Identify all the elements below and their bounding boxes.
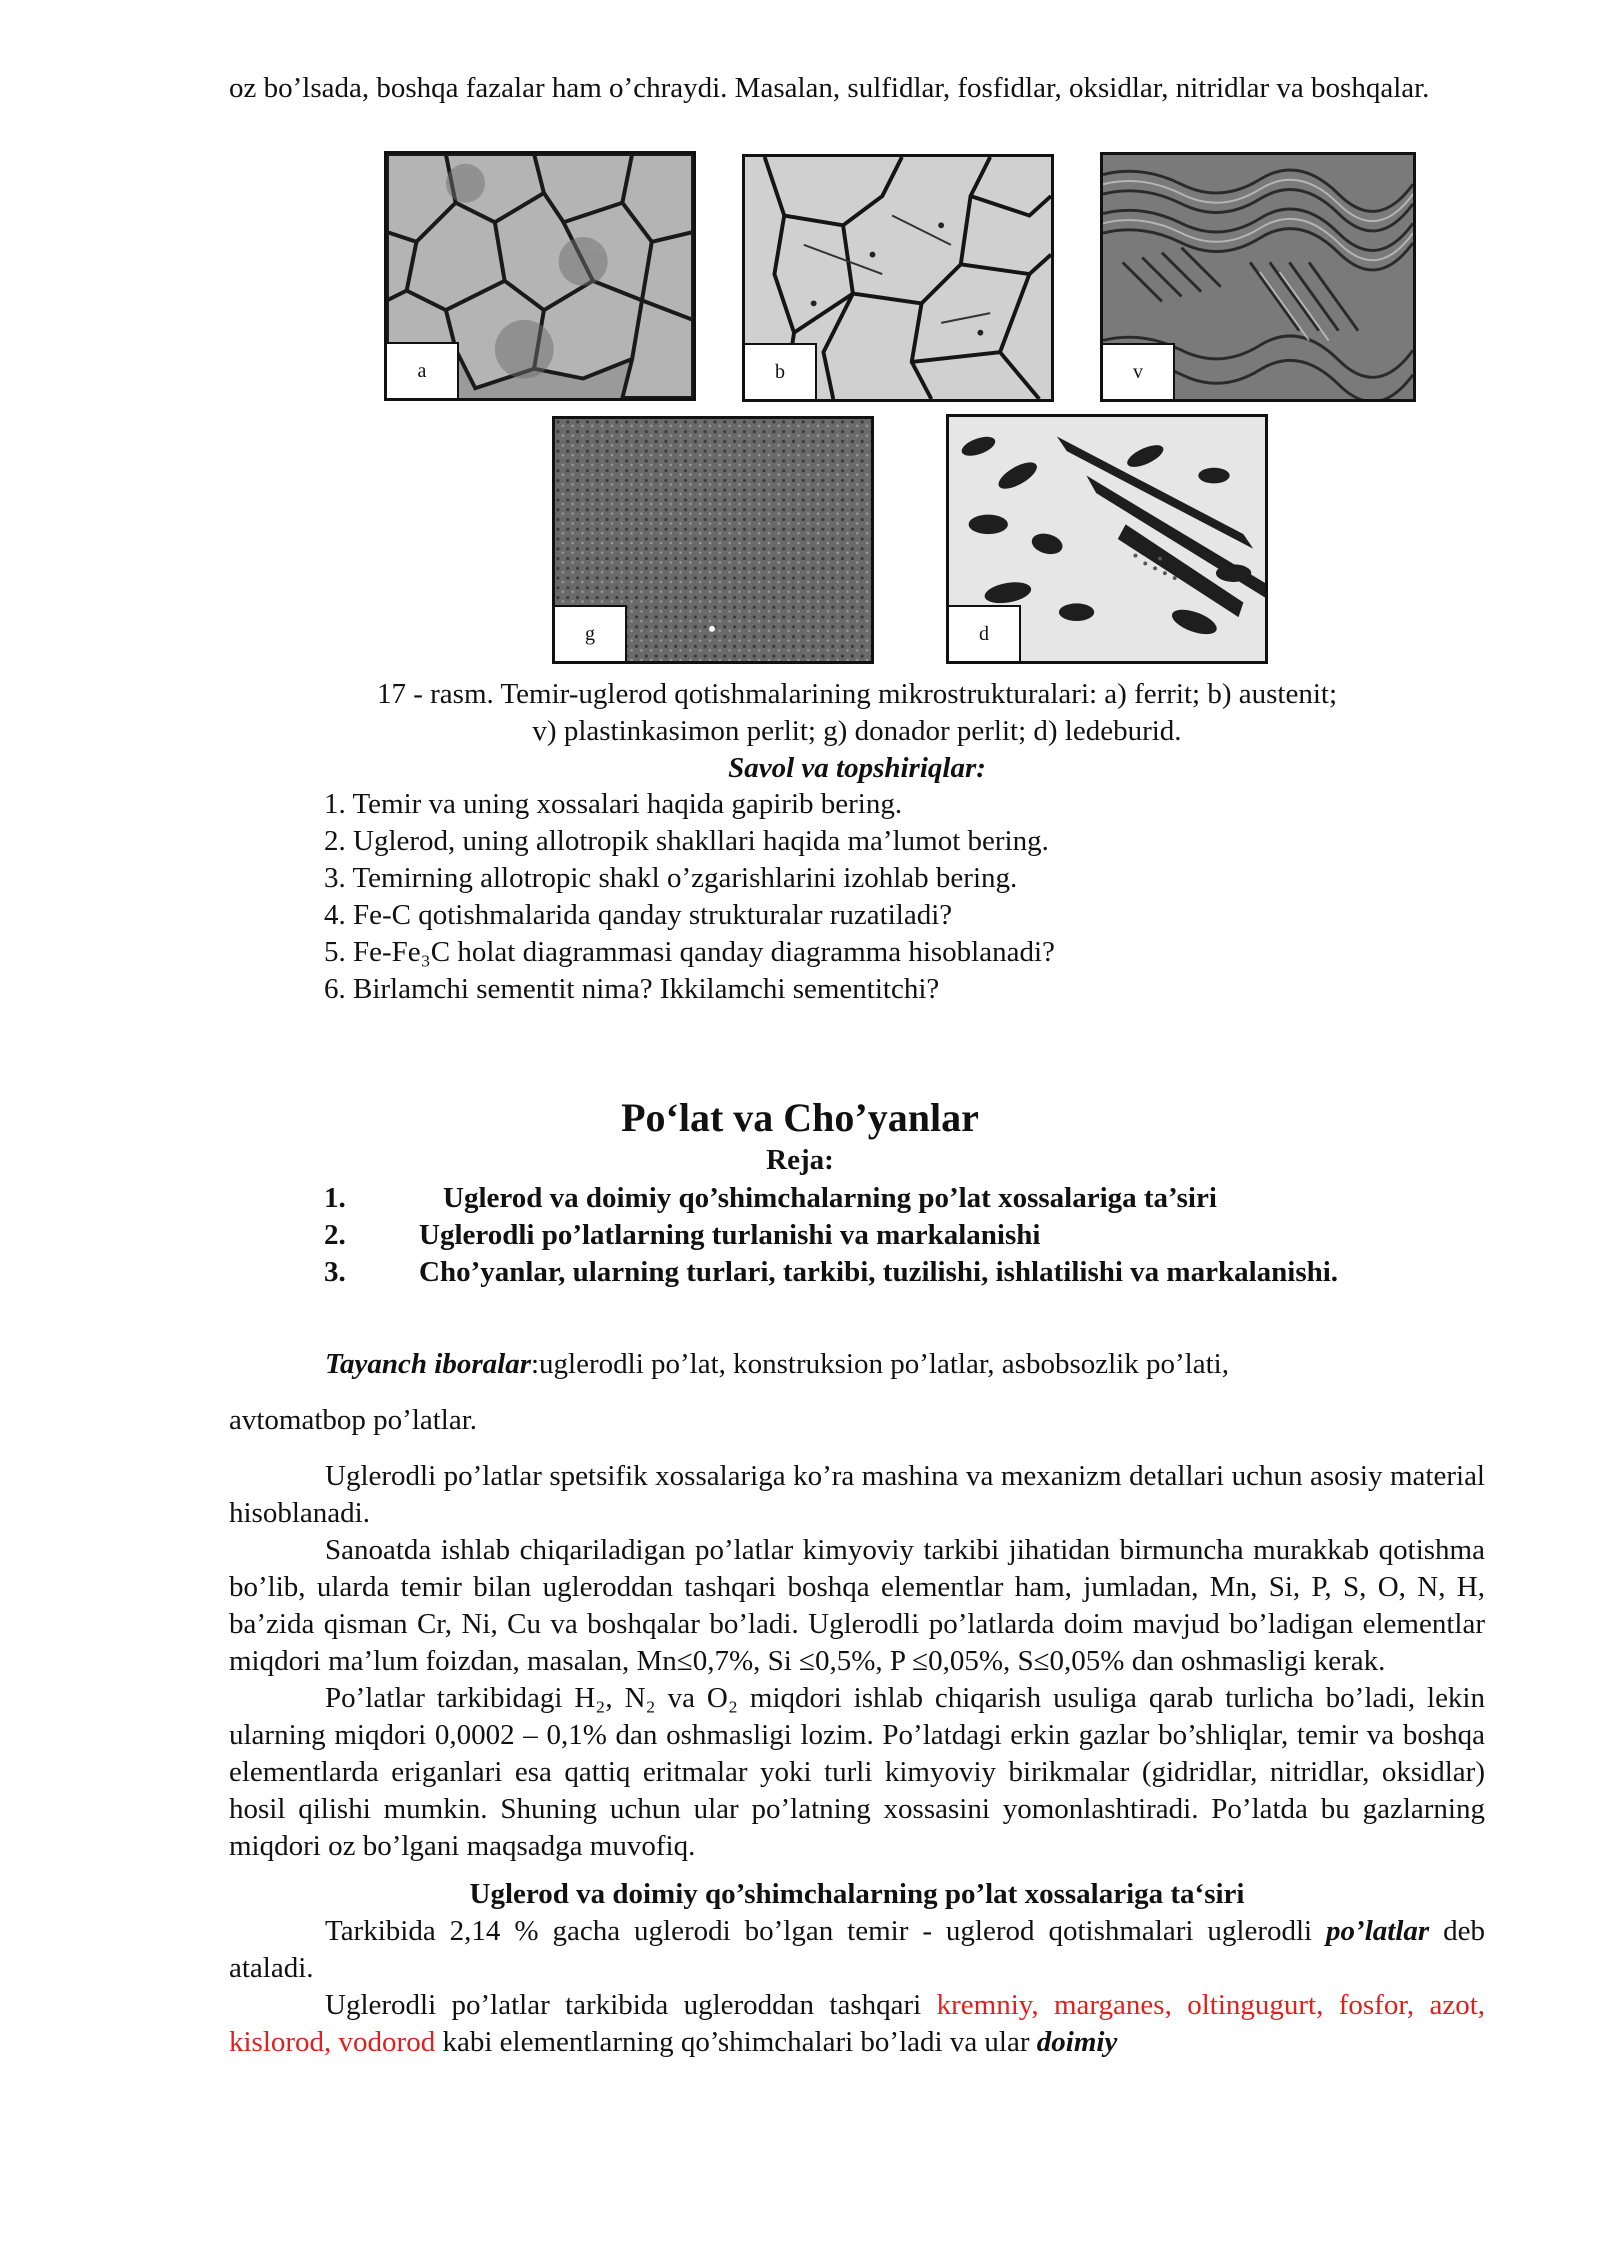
- paragraph-text: kabi elementlarning qo’shimchalari bo’ladi va ular: [435, 2026, 1037, 2058]
- keywords-label: Tayanch iboralar: [325, 1348, 531, 1380]
- intro-paragraph: [229, 70, 1485, 107]
- micrograph-b: [742, 154, 1054, 402]
- body-text: [229, 1458, 1485, 2061]
- paragraph: Sanoatda ishlab chiqariladigan po’latlar kimyoviy tarkibi jihatidan birmuncha murakkab qotishma bo’lib, ularda temir bilan ugleroddan tashqari boshqa elementlar ham, jumladan, Mn, Si, P, S, O, N, H, ba’zida qisman Cr, Ni, Cu va boshqalar bo’ladi. Uglerodli po’latlarda doim mavjud bo’ladigan elementlar miqdori ma’lum foizdan, masalan, Mn≤0,7%, Si ≤0,5%, P ≤0,05%, S≤0,05% dan oshmasligi kerak.: [229, 1534, 1485, 1677]
- plan-item-text: Uglerod va doimiy qo’shimchalarning po’lat xossalariga ta’siri: [443, 1182, 1217, 1214]
- list-item: 2. Uglerod, uning allotropik shakllari haqida ma’lumot bering.: [324, 825, 1049, 857]
- list-item: 6. Birlamchi sementit nima? Ikkilamchi sementitchi?: [324, 973, 940, 1005]
- list-item: 1. Temir va uning xossalari haqida gapirib bering.: [324, 788, 903, 820]
- list-item: 3. Temirning allotropic shakl o’zgarishlarini izohlab bering.: [324, 862, 1018, 894]
- micrograph-g: [552, 416, 874, 664]
- figure-label: b: [745, 343, 817, 399]
- plan-item-text: Cho’yanlar, ularning turlari, tarkibi, tuzilishi, ishlatilishi va markalanishi.: [419, 1256, 1339, 1288]
- plan-item-number: 1.: [324, 1182, 346, 1214]
- figure-caption: [229, 676, 1485, 787]
- micrograph-a: [384, 151, 696, 401]
- keywords-block: [229, 1346, 1485, 1439]
- term-emphasis: doimiy: [1036, 2026, 1118, 2058]
- paragraph: Uglerodli po’latlar spetsifik xossalariga ko’ra mashina va mexanizm detallari uchun asosiy material hisoblanadi.: [229, 1460, 1485, 1529]
- paragraph: Po’latlar tarkibidagi H₂, N₂ va O₂ miqdori ishlab chiqarish usuliga qarab turlicha bo’ladi, lekin ularning miqdori 0,0002 – 0,1% dan oshmasligi lozim. Po’latdagi erkin gazlar bo’shliqlar, temir va boshqa elementlarda eriganlari esa qattiq eritmalar yoki turli kimyoviy birikmalar (gidridlar, nitridlar, oksidlar) hosil qilishi mumkin. Shuning uchun ular po’latning xossasini yomonlashtiradi. Po’latda bu gazlarning miqdori oz bo’lgani maqsadga muvofiq.: [229, 1682, 1485, 1862]
- micrograph-d: [946, 414, 1268, 664]
- figure-label: d: [949, 605, 1021, 661]
- term-emphasis: po’latlar: [1326, 1915, 1430, 1947]
- plan-item-number: 2.: [324, 1219, 346, 1251]
- paragraph: [229, 1913, 1485, 1987]
- paragraph-text: Tarkibida 2,14 % gacha uglerodi bo’lgan temir - uglerod qotishmalari uglerodli: [325, 1915, 1327, 1947]
- keywords-line: [229, 1346, 1485, 1383]
- keywords-text: :uglerodli po’lat, konstruksion po’latlar, asbobsozlik po’lati,: [531, 1348, 1229, 1380]
- questions-heading: Savol va topshiriqlar:: [728, 752, 986, 784]
- paragraph: [229, 1987, 1485, 2061]
- caption-line: v) plastinkasimon perlit; g) donador perlit; d) ledeburid.: [532, 715, 1182, 747]
- list-item: 5. Fe-Fe₃C holat diagrammasi qanday diagramma hisoblanadi?: [324, 936, 1055, 968]
- micrograph-v: [1100, 152, 1416, 402]
- list-item: 4. Fe-C qotishmalarida qanday strukturalar ruzatiladi?: [324, 899, 953, 931]
- figure-label: g: [555, 605, 627, 661]
- subheading: Uglerod va doimiy qo’shimchalarning po’lat xossalariga ta‘siri: [469, 1878, 1245, 1910]
- keywords-text-cont: avtomatbop po’latlar.: [229, 1404, 478, 1436]
- figure-label: a: [387, 342, 459, 398]
- caption-line: 17 - rasm. Temir-uglerod qotishmalarining mikrostrukturalari: a) ferrit; b) austenit;: [376, 678, 1338, 710]
- highlighted-elements: kremniy, marganes, oltingugurt, fosfor, azot, kislorod, vodorod: [229, 1989, 1486, 2058]
- plan-heading: Reja:: [766, 1144, 834, 1176]
- plan-item-text: Uglerodli po’latlarning turlanishi va markalanishi: [419, 1219, 1041, 1251]
- intro-text: oz bo’lsada, boshqa fazalar ham o’chraydi. Masalan, sulfidlar, fosfidlar, oksidlar, nitridlar va boshqalar.: [229, 72, 1430, 104]
- figure-label: v: [1103, 343, 1175, 399]
- plan-item-number: 3.: [324, 1256, 346, 1288]
- section-title: Po‘lat va Cho’yanlar: [621, 1095, 979, 1140]
- paragraph-text: Uglerodli po’latlar tarkibida ugleroddan tashqari: [325, 1989, 937, 2021]
- paragraph-text: deb ataladi.: [229, 1915, 1485, 1984]
- questions-list: [324, 786, 1055, 1008]
